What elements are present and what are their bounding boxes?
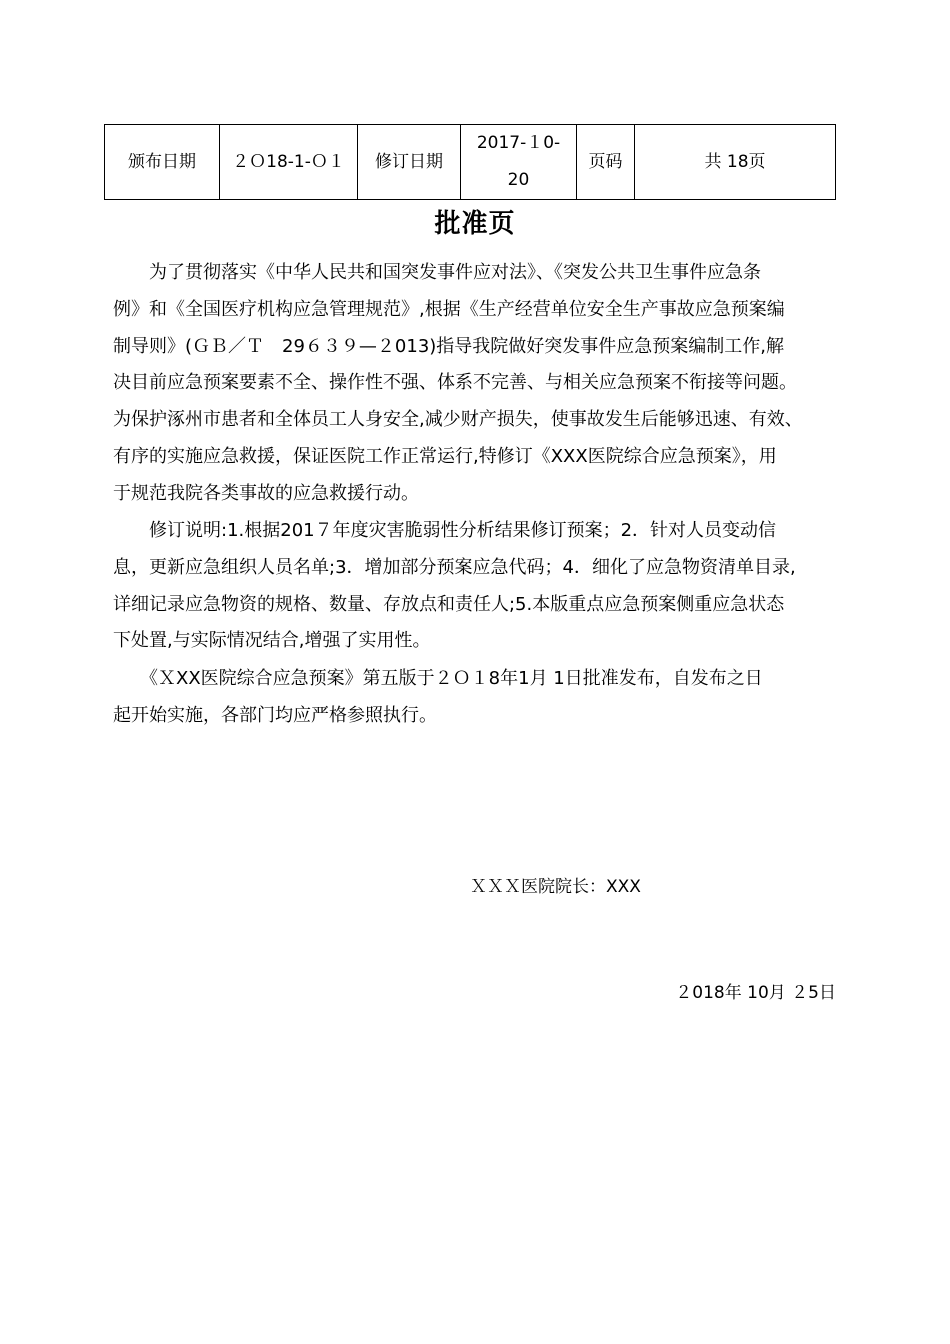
page-count-value: 共 18页: [635, 125, 836, 200]
paragraph-line: 《ＸXX医院综合应急预案》第五版于２Ｏ１8年1月 1日批准发布，自发布之日: [113, 668, 763, 689]
signature-date: ２018年 10月 ２5日: [675, 983, 836, 1003]
paragraph-line: 修订说明:1.根据201７年度灾害脆弱性分析结果修订预案；2．针对人员变动信: [113, 520, 777, 541]
paragraph-line: 制导则》(ＧＢ／Ｔ 29６３９—２013)指导我院做好突发事件应急预案编制工作,解: [113, 335, 785, 357]
paragraph-line: 为保护涿州市患者和全体员工人身安全,减少财产损失，使事故发生后能够迅速、有效、: [113, 409, 803, 431]
paragraph-line: 为了贯彻落实《中华人民共和国突发事件应对法》、《突发公共卫生事件应急条: [113, 262, 761, 283]
revision-date-value-line1: 2017-１0-: [476, 133, 561, 153]
document-info-table: [104, 124, 836, 200]
paragraph-line: 详细记录应急物资的规格、数量、存放点和责任人;5.本版重点应急预案侧重应急状态: [113, 593, 785, 615]
page-count-label: 页码: [577, 125, 635, 200]
paragraph-line: 下处置,与实际情况结合,增强了实用性。: [113, 630, 431, 652]
revision-date-value-line2: 20: [507, 170, 530, 190]
revision-date-label: 修订日期: [358, 125, 461, 200]
document-info-row: [105, 125, 836, 200]
revision-date-value: [461, 125, 577, 200]
paragraph-line: 息，更新应急组织人员名单;3．增加部分预案应急代码；4．细化了应急物资清单目录,: [113, 556, 796, 578]
paragraph-line: 决目前应急预案要素不全、操作性不强、体系不完善、与相关应急预案不衔接等问题。: [113, 372, 797, 394]
paragraph-line: 有序的实施应急救援，保证医院工作正常运行,特修订《XXX医院综合应急预案》，用: [113, 445, 777, 467]
page-title: 批准页: [434, 209, 516, 239]
issue-date-label: 颁布日期: [105, 125, 220, 200]
paragraph-line: 于规范我院各类事故的应急救援行动。: [113, 482, 419, 504]
approval-paragraph: [113, 661, 848, 735]
revision-notes-paragraph: [113, 513, 848, 660]
intro-paragraph: [113, 255, 848, 513]
director-signature: ＸＸＸ医院院长：XXX: [470, 877, 641, 897]
issue-date-value: ２Ｏ18-1-Ｏ１: [220, 125, 358, 200]
paragraph-line: 起开始实施，各部门均应严格参照执行。: [113, 704, 437, 726]
paragraph-line: 例》和《全国医疗机构应急管理规范》,根据《生产经营单位安全生产事故应急预案编: [113, 298, 785, 320]
